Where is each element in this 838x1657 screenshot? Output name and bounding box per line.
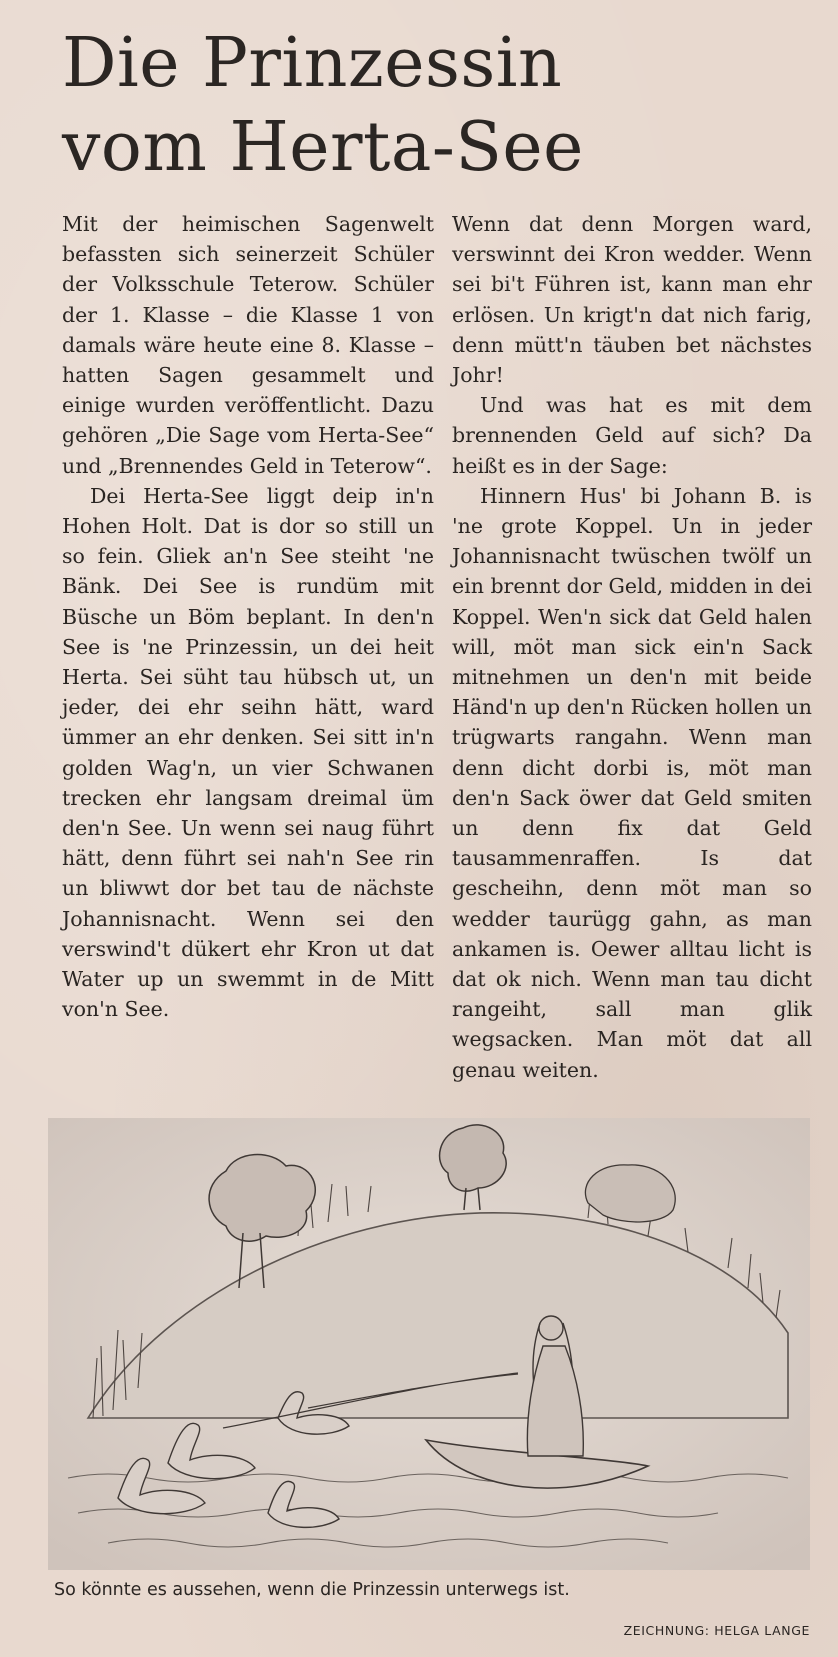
article-column-right: [452, 209, 812, 1085]
figure-credit: ZEICHNUNG: HELGA LANGE: [623, 1623, 810, 1638]
headline-line-1: Die Prinzessin: [62, 24, 563, 103]
article-column-left: [62, 209, 434, 1024]
paragraph: Mit der heimischen Sagenwelt befassten sich seinerzeit Schüler der Volksschule Teterow. Schüler der 1. Klasse – die Klasse 1 von damals wäre heute eine 8. Klasse – hatten Sagen gesammelt und einige wurden veröffentlicht. Dazu gehören „Die Sage vom Herta-See“ und „Brennendes Geld in Teterow“.: [62, 212, 434, 478]
paragraph: Dei Herta-See liggt deip in'n Hohen Holt. Dat is dor so still un so fein. Gliek an'n See steiht 'ne Bänk. Dei See is rundüm mit Büsche un Böm beplant. In den'n See is 'ne Prinzessin, un dei heit Herta. Sei süht tau hübsch ut, un jeder, dei ehr seihn hätt, ward ümmer an ehr denken. Sei sitt in'n golden Wag'n, un vier Schwanen trecken ehr langsam dreimal üm den'n See. Un wenn sei naug führt hätt, denn führt sei nah'n See rin un bliwwt dor bet tau de nächste Johannisnacht. Wenn sei den verswind't dükert ehr Kron ut dat Water up un swemmt in de Mitt von'n See.: [62, 483, 434, 1022]
pencil-drawing-illustration: [48, 1118, 810, 1570]
figure-caption: So könnte es aussehen, wenn die Prinzessin unterwegs ist.: [54, 1580, 570, 1600]
paragraph: Hinnern Hus' bi Johann B. is 'ne grote Koppel. Un in jeder Johannisnacht twüschen twölf un ein brennt dor Geld, midden in dei Koppel. Wen'n sick dat Geld halen will, möt man sick ein'n Sack mitnehmen un den'n mit beide Händ'n up den'n Rücken hollen un trügwarts rangahn. Wenn man denn dicht dorbi is, möt man den'n Sack öwer dat Geld smiten un denn fix dat Geld tausammenraffen. Is dat gescheihn, denn möt man so wedder taurügg gahn, as man ankamen is. Oewer alltau licht is dat ok nich. Wenn man tau dicht rangeiht, sall man glik wegsacken. Man möt dat all genau weiten.: [452, 483, 812, 1082]
drawing-svg: [48, 1118, 810, 1570]
paragraph: Wenn dat denn Morgen ward, verswinnt dei Kron wedder. Wenn sei bi't Führen ist, kann man ehr erlösen. Un krigt'n dat nich farig, denn mütt'n täuben bet nächstes Johr!: [452, 212, 812, 388]
headline: [62, 22, 822, 190]
paragraph: Und was hat es mit dem brennenden Geld auf sich? Da heißt es in der Sage:: [452, 393, 812, 478]
headline-line-2: vom Herta-See: [62, 108, 584, 187]
